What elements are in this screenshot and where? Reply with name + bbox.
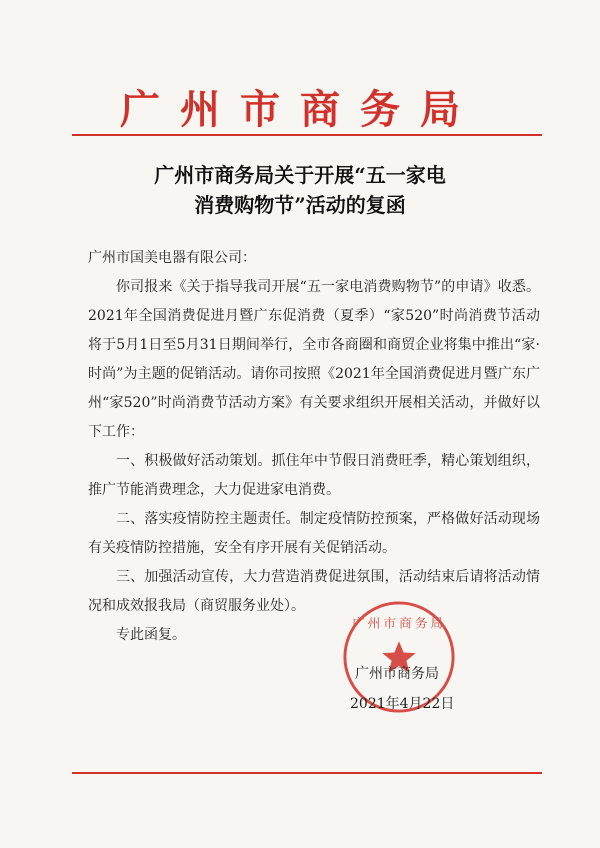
paragraph-intro: 你司报来《关于指导我司开展“五一家电消费购物节”的申请》收悉。2021年全国消费促进月暨广东促消费（夏季）“家520”时尚消费节活动将于5月1日至5月31日期间举行，全市各商圈和商贸企业将集中推出“家·时尚”为主题的促销活动。请你司按照《2021年全国消费促进月暨广东广州“家520”时尚消费节活动方案》有关要求组织开展相关活动，并做好以下工作： (88, 279, 540, 440)
paragraph-closing: 专此函复。 (116, 627, 186, 643)
letter-body (88, 244, 540, 650)
paragraph-item-2: 二、落实疫情防控主题责任。制定疫情防控预案，严格做好活动现场有关疫情防控措施，安全有序开展有关促销活动。 (88, 511, 540, 556)
paragraph-item-3: 三、加强活动宣传，大力营造消费促进氛围，活动结束后请将活动情况和成效报我局（商贸服务业处）。 (88, 569, 540, 614)
svg-text:广州市商务局: 广州市商务局 (351, 616, 447, 632)
footer-red-rule (72, 772, 542, 774)
paragraph-item-1: 一、积极做好活动策划。抓住年中节假日消费旺季，精心策划组织，推广节能消费理念，大力促进家电消费。 (88, 453, 540, 498)
letterhead-red-rule (72, 134, 542, 136)
issuer-name: 广州市商务局 (355, 666, 439, 682)
document-title-line-1: 广州市商务局关于开展“五一家电 (154, 163, 446, 187)
addressee: 广州市国美电器有限公司： (88, 250, 256, 266)
issue-date: 2021年4月22日 (350, 696, 455, 712)
letterhead-title: 广州市商务局 (120, 86, 480, 133)
document-title-line-2: 消费购物节”活动的复函 (194, 193, 406, 217)
